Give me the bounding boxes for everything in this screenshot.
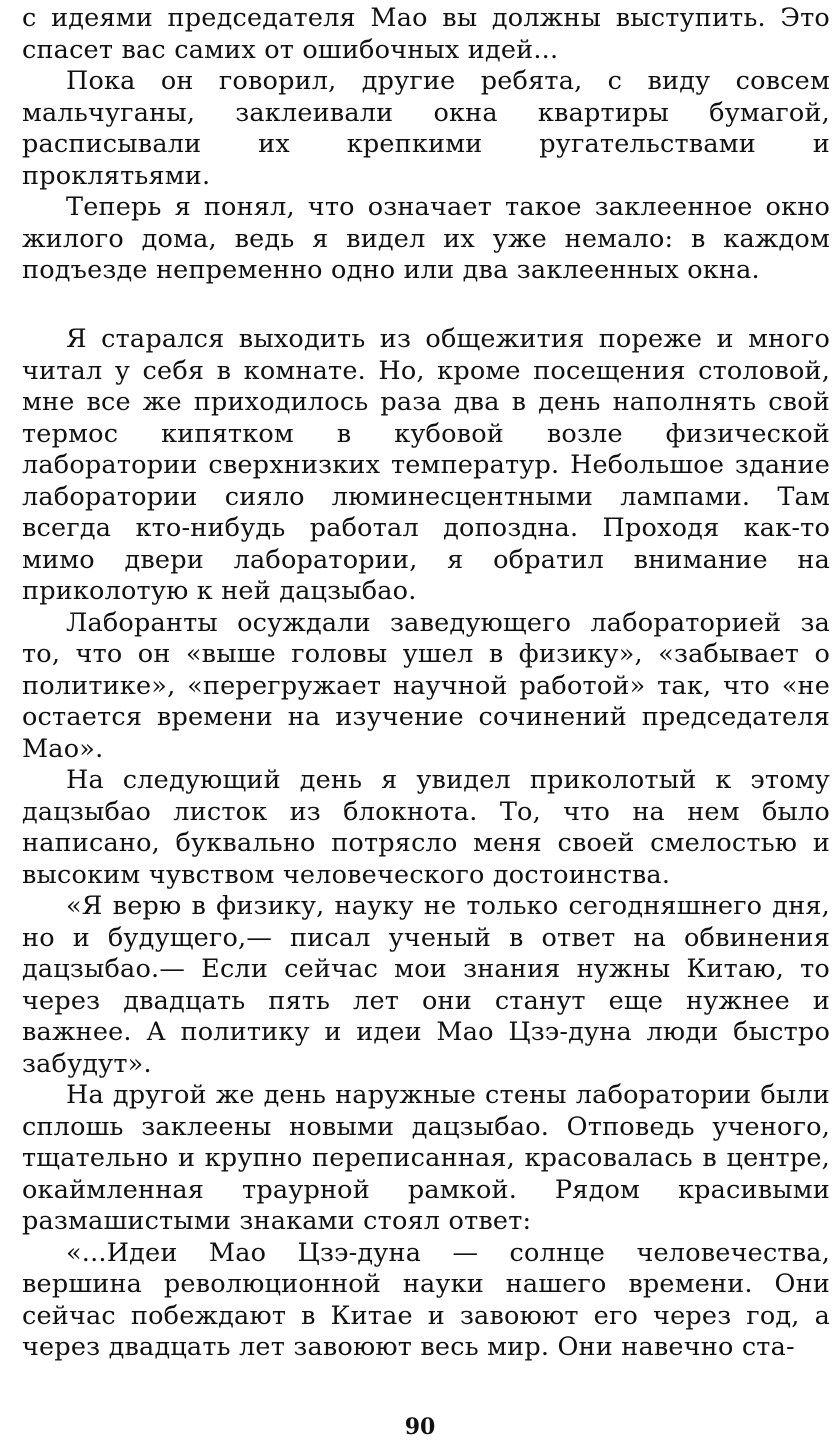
paragraph: На следующий день я увидел приколотый к этому дацзыбао листок из блокнота. То, что на нем было написано, буквально потрясло меня своей смелостью и высоким чувством человеческого достоинства. xyxy=(22,765,830,890)
paragraph: Лаборанты осуждали заведующего лабораторией за то, что он «выше головы ушел в физику», «забывает о политике», «перегружает научной работой» так, что «не остается времени на изучение сочинений председателя Мао». xyxy=(22,607,830,764)
page-number: 90 xyxy=(404,1414,436,1440)
paragraph: На другой же день наружные стены лаборатории были сплошь заклеены новыми дацзыбао. Отповедь ученого, тщательно и крупно переписанная, красовалась в центре, окаймленная траурной рамкой. Рядом красивыми размашистыми знаками стоял ответ: xyxy=(22,1080,830,1236)
top-text-section xyxy=(22,3,830,287)
paragraph: Пока он говорил, другие ребята, с виду совсем мальчуганы, заклеивали окна квартиры бумагой, расписывали их крепкими ругательствами и проклятьями. xyxy=(22,66,830,191)
paragraph: «Я верю в физику, науку не только сегодняшнего дня, но и будущего,— писал ученый в ответ на обвинения дацзыбао.— Если сейчас мои знания нужны Китаю, то через двадцать пять лет они станут еще нужнее и важнее. А политику и идеи Мао Цзэ-дуна люди быстро забудут». xyxy=(22,891,830,1079)
paragraph: «...Идеи Мао Цзэ-дуна — солнце человечества, вершина революционной науки нашего времени. Они сейчас побеждают в Китае и завоюют его через год, а через двадцать лет завоюют весь мир. Они навечно ста- xyxy=(22,1237,830,1362)
paragraph-continued: с идеями председателя Мао вы должны выступить. Это спасет вас самих от ошибочных идей... xyxy=(22,3,830,65)
paragraph: Я старался выходить из общежития пореже и много читал у себя в комнате. Но, кроме посещения столовой, мне все же приходилось раза два в день наполнять свой термос кипятком в кубовой возле физической лаборатории сверхнизких температур. Небольшое здание лаборатории сияло люминесцентными лампами. Там всегда кто-нибудь работал допоздна. Проходя как-то мимо двери лаборатории, я обратил внимание на приколотую к ней дацзыбао. xyxy=(22,324,830,606)
paragraph: Теперь я понял, что означает такое заклеенное окно жилого дома, ведь я видел их уже немало: в каждом подъезде непременно одно или два заклеенных окна. xyxy=(22,192,830,285)
main-text-section xyxy=(22,324,830,1364)
